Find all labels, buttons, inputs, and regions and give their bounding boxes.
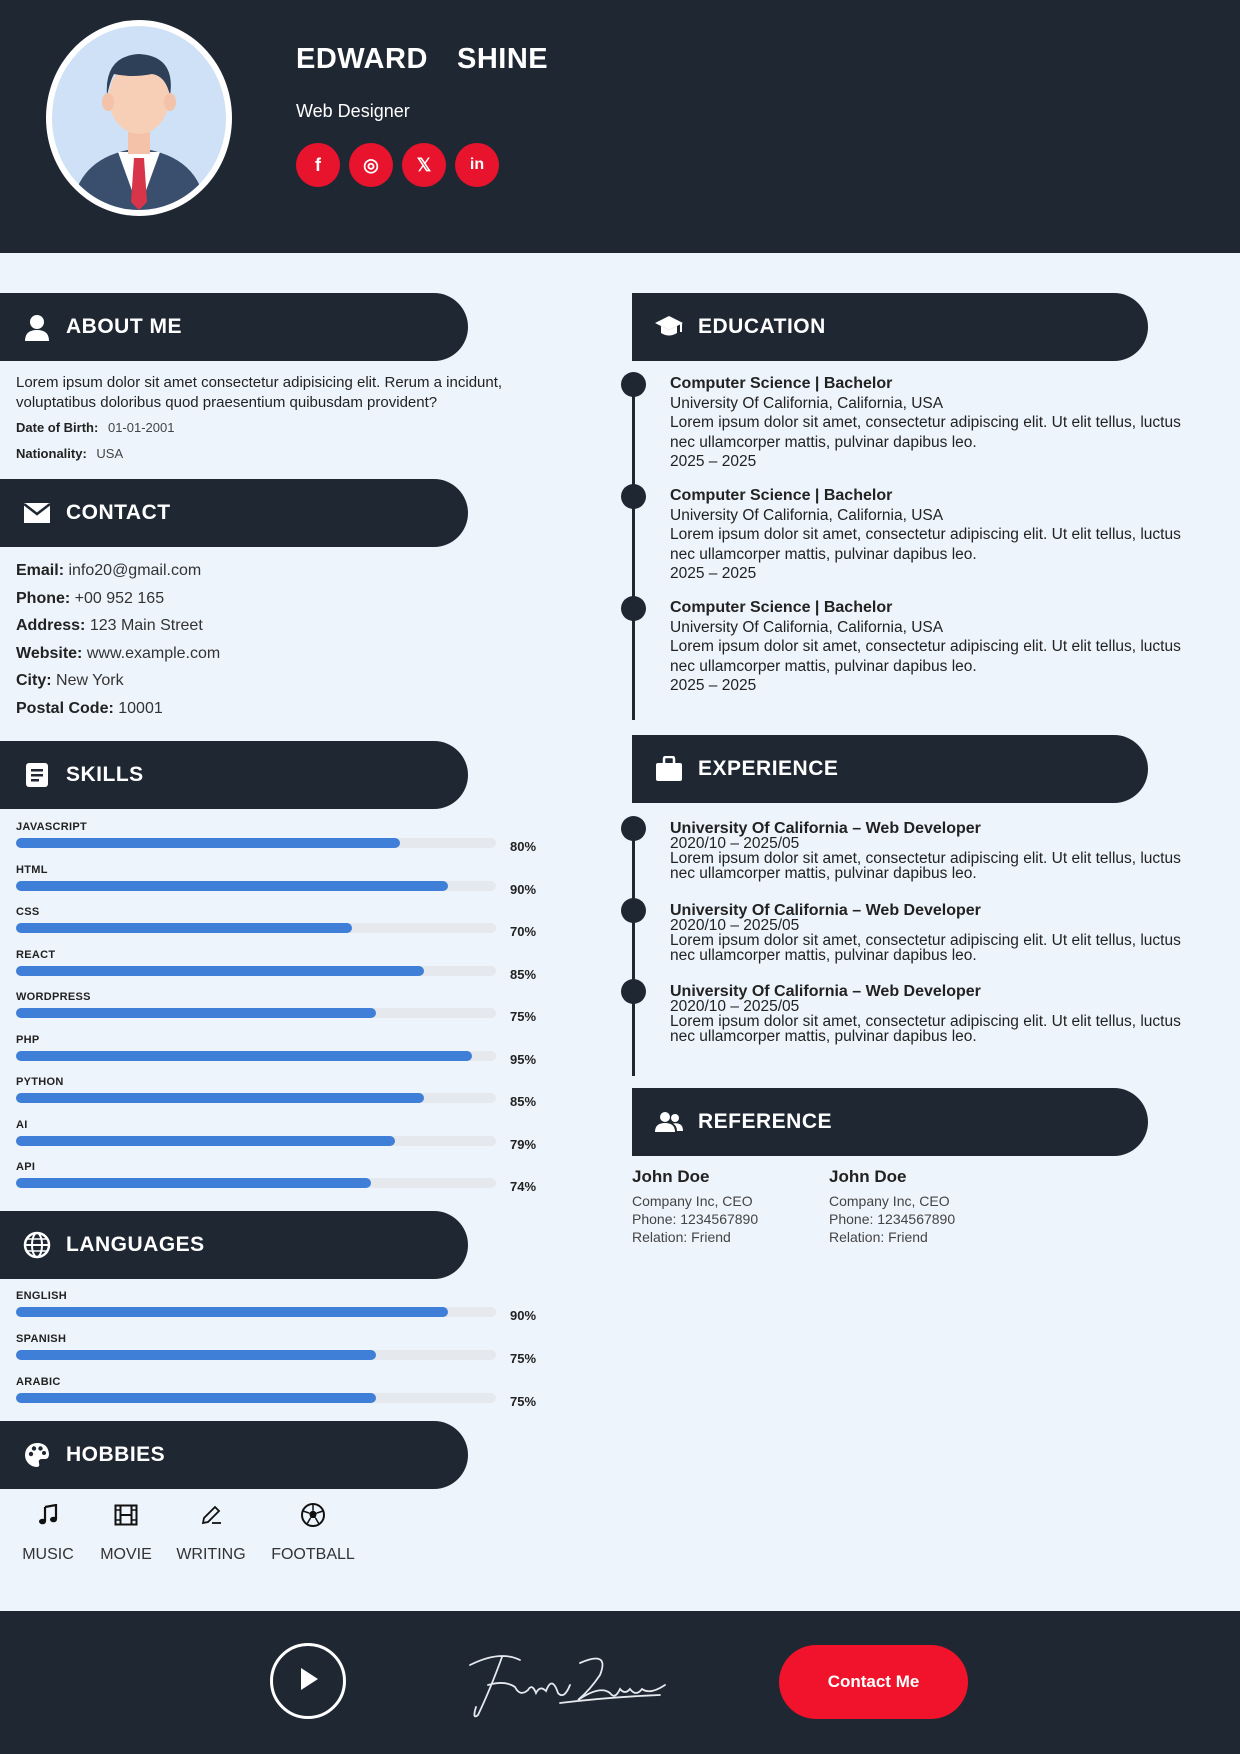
skill-item [16, 949, 542, 989]
skill-progress-fill [16, 881, 448, 891]
education-description: Lorem ipsum dolor sit amet, consectetur adipiscing elit. Ut elit tellus, luctus nec ullamcorper mattis, pulvinar dapibus leo. [670, 638, 1181, 675]
globe-icon [22, 1230, 52, 1260]
skill-progress-fill [16, 1136, 395, 1146]
education-timeline-dot [621, 596, 646, 621]
reference-relation: Relation: Friend [829, 1229, 928, 1245]
avatar-illustration [52, 26, 226, 210]
skill-progress-fill [16, 966, 424, 976]
skill-progress-track [16, 1178, 496, 1188]
language-progress-track [16, 1307, 496, 1317]
hobby-writing-label: WRITING [176, 1546, 246, 1563]
experience-description: Lorem ipsum dolor sit amet, consectetur adipiscing elit. Ut elit tellus, luctus nec ullamcorper mattis, pulvinar dapibus leo. [670, 1013, 1181, 1045]
experience-title-text: University Of California – Web Developer [670, 820, 981, 837]
education-degree: Computer Science | Bachelor [670, 487, 893, 504]
reference-name: John Doe [829, 1167, 907, 1186]
avatar [46, 20, 232, 216]
experience-timeline-dot [621, 979, 646, 1004]
film-icon [96, 1500, 156, 1530]
dob-value: 01-01-2001 [107, 420, 175, 435]
skill-progress-track [16, 1051, 496, 1061]
contact-city-value: New York [56, 672, 124, 689]
about-title: ABOUT ME [66, 315, 182, 338]
language-percent: 90% [510, 1308, 537, 1323]
education-dates: 2025 – 2025 [670, 677, 757, 694]
dob-label: Date of Birth: [16, 420, 99, 435]
user-icon [22, 312, 52, 342]
linkedin-icon[interactable]: in [455, 143, 499, 187]
language-item [16, 1376, 542, 1416]
skill-name: JAVASCRIPT [16, 821, 88, 833]
experience-timeline-dot [621, 898, 646, 923]
hobbies-title: HOBBIES [66, 1443, 166, 1466]
reference-phone: Phone: 1234567890 [829, 1211, 956, 1227]
education-description: Lorem ipsum dolor sit amet, consectetur adipiscing elit. Ut elit tellus, luctus nec ullamcorper mattis, pulvinar dapibus leo. [670, 414, 1181, 451]
education-timeline-dot [621, 484, 646, 509]
language-name: SPANISH [16, 1333, 67, 1345]
contact-section-header [0, 479, 468, 547]
experience-entry [670, 903, 1210, 963]
education-school: University Of California, California, USA [670, 506, 944, 524]
reference-name: John Doe [632, 1167, 710, 1186]
experience-title-text: University Of California – Web Developer [670, 902, 981, 919]
hobby-football-label: FOOTBALL [271, 1546, 355, 1563]
contact-phone [16, 590, 220, 618]
skill-item [16, 821, 542, 861]
skill-item [16, 1119, 542, 1159]
skill-progress-fill [16, 923, 352, 933]
skill-percent: 85% [510, 1094, 537, 1109]
contact-city [16, 672, 220, 700]
language-item [16, 1290, 542, 1330]
palette-icon [22, 1440, 52, 1470]
skill-item [16, 1034, 542, 1074]
languages-title: LANGUAGES [66, 1233, 205, 1256]
skill-name: PHP [16, 1033, 40, 1046]
hobby-writing [172, 1500, 250, 1564]
experience-timeline-dot [621, 816, 646, 841]
skills-section-header [0, 741, 468, 809]
experience-section-header [632, 735, 1148, 803]
play-icon [296, 1666, 320, 1697]
person-role: Web Designer [296, 101, 410, 121]
skill-item [16, 906, 542, 946]
document-icon [22, 760, 52, 790]
reference-card [829, 1168, 955, 1246]
experience-entry [670, 984, 1210, 1044]
about-section-header [0, 293, 468, 361]
skill-item [16, 991, 542, 1031]
about-text: Lorem ipsum dolor sit amet consectetur adipisicing elit. Rerum a incidunt, voluptatibus doloribus quod praesentium quibusdam provident? [16, 374, 503, 411]
language-progress-track [16, 1350, 496, 1360]
experience-dates: 2020/10 – 2025/05 [670, 998, 800, 1015]
reference-company: Company Inc, CEO [632, 1193, 753, 1209]
contact-list [16, 562, 220, 727]
language-item [16, 1333, 542, 1373]
experience-entry [670, 821, 1210, 881]
language-name: ENGLISH [16, 1290, 67, 1302]
reference-section-header [632, 1088, 1148, 1156]
reference-title: REFERENCE [698, 1110, 833, 1133]
skill-progress-fill [16, 1178, 371, 1188]
skill-progress-track [16, 1008, 496, 1018]
contact-title: CONTACT [66, 501, 171, 524]
contact-email-label: Email: [16, 562, 65, 579]
education-section-header [632, 293, 1148, 361]
experience-description: Lorem ipsum dolor sit amet, consectetur adipiscing elit. Ut elit tellus, luctus nec ullamcorper mattis, pulvinar dapibus leo. [670, 932, 1181, 964]
skill-name: WORDPRESS [16, 991, 91, 1003]
reference-card [632, 1168, 758, 1246]
skill-name: AI [16, 1118, 28, 1131]
nationality-value: USA [96, 446, 124, 461]
hobbies-section-header [0, 1421, 468, 1489]
education-timeline-line [632, 375, 635, 720]
football-icon [266, 1500, 360, 1530]
envelope-icon [22, 498, 52, 528]
people-icon [654, 1107, 684, 1137]
language-name: ARABIC [16, 1376, 61, 1388]
skill-name: API [16, 1161, 36, 1173]
skill-progress-fill [16, 1093, 424, 1103]
education-entry [670, 598, 1210, 696]
contact-email [16, 562, 220, 590]
hobby-music [20, 1500, 76, 1564]
contact-me-button[interactable]: Contact Me [779, 1645, 968, 1719]
contact-email-value[interactable]: info20@gmail.com [68, 562, 202, 579]
skill-percent: 95% [510, 1051, 537, 1067]
skill-progress-fill [16, 838, 400, 848]
education-entry [670, 374, 1210, 472]
contact-postal [16, 700, 220, 728]
contact-address [16, 617, 220, 645]
skill-item [16, 864, 542, 904]
play-button[interactable] [270, 1643, 346, 1719]
skill-name: REACT [16, 948, 56, 961]
skill-progress-fill [16, 1008, 376, 1018]
experience-dates: 2020/10 – 2025/05 [670, 835, 800, 852]
reference-phone: Phone: 1234567890 [632, 1211, 759, 1227]
experience-title: EXPERIENCE [698, 757, 839, 780]
contact-postal-value: 10001 [118, 699, 163, 717]
skill-progress-track [16, 881, 496, 891]
education-school: University Of California, California, USA [670, 394, 944, 412]
education-dates: 2025 – 2025 [670, 565, 757, 582]
briefcase-icon [654, 754, 684, 784]
education-description: Lorem ipsum dolor sit amet, consectetur adipiscing elit. Ut elit tellus, luctus nec ullamcorper mattis, pulvinar dapibus leo. [670, 526, 1181, 563]
skill-name: PYTHON [16, 1076, 64, 1088]
skill-name: CSS [16, 906, 40, 918]
contact-phone-value: +00 952 165 [74, 589, 165, 607]
skill-percent: 85% [510, 966, 537, 982]
skill-progress-track [16, 966, 496, 976]
social-links [296, 143, 499, 187]
skill-percent: 75% [510, 1009, 537, 1024]
contact-city-label: City: [16, 672, 52, 689]
skill-progress-fill [16, 1051, 472, 1061]
dob-row [16, 418, 174, 437]
language-progress-fill [16, 1350, 376, 1360]
education-school: University Of California, California, USA [670, 618, 944, 636]
resume-footer [0, 1611, 1240, 1754]
contact-website-value[interactable]: www.example.com [86, 644, 221, 662]
hobby-movie-label: MOVIE [100, 1546, 152, 1563]
graduation-cap-icon [654, 312, 684, 342]
language-progress-fill [16, 1307, 448, 1317]
education-entry [670, 486, 1210, 584]
skill-percent: 90% [510, 881, 537, 897]
hobby-music-label: MUSIC [22, 1546, 74, 1563]
contact-phone-label: Phone: [16, 589, 71, 607]
contact-address-label: Address: [16, 617, 86, 634]
skill-progress-track [16, 1136, 496, 1146]
education-degree: Computer Science | Bachelor [670, 599, 893, 616]
skill-progress-track [16, 923, 496, 933]
skill-name: HTML [16, 863, 48, 876]
pencil-icon [172, 1500, 250, 1530]
x-icon[interactable]: 𝕏 [402, 143, 446, 187]
language-progress-fill [16, 1393, 376, 1403]
experience-description: Lorem ipsum dolor sit amet, consectetur adipiscing elit. Ut elit tellus, luctus nec ullamcorper mattis, pulvinar dapibus leo. [670, 850, 1181, 882]
education-degree: Computer Science | Bachelor [670, 375, 893, 392]
skills-title: SKILLS [66, 763, 144, 786]
skill-percent: 80% [510, 839, 537, 854]
nationality-row [16, 444, 123, 463]
education-title: EDUCATION [698, 315, 826, 338]
skill-item [16, 1161, 542, 1201]
hobby-football [266, 1500, 360, 1564]
language-percent: 75% [510, 1394, 537, 1409]
contact-address-value: 123 Main Street [89, 617, 203, 634]
language-percent: 75% [510, 1351, 537, 1366]
skill-percent: 70% [510, 924, 537, 939]
experience-dates: 2020/10 – 2025/05 [670, 917, 800, 934]
nationality-label: Nationality: [16, 446, 87, 461]
reference-relation: Relation: Friend [632, 1229, 731, 1245]
contact-website-label: Website: [16, 644, 83, 662]
languages-section-header [0, 1211, 468, 1279]
experience-title-text: University Of California – Web Developer [670, 983, 981, 1000]
contact-postal-label: Postal Code: [16, 699, 114, 717]
skill-progress-track [16, 838, 496, 848]
skill-percent: 74% [510, 1179, 537, 1194]
hobby-movie [96, 1500, 156, 1564]
person-name: EDWARD SHINE [296, 43, 549, 75]
language-progress-track [16, 1393, 496, 1403]
instagram-icon[interactable]: ◎ [349, 143, 393, 187]
facebook-icon[interactable]: f [296, 143, 340, 187]
skill-progress-track [16, 1093, 496, 1103]
resume-header [0, 0, 1240, 253]
skill-item [16, 1076, 542, 1116]
education-timeline-dot [621, 372, 646, 397]
education-dates: 2025 – 2025 [670, 453, 757, 470]
reference-company: Company Inc, CEO [829, 1193, 950, 1209]
skill-percent: 79% [510, 1136, 537, 1152]
contact-website [16, 645, 220, 673]
music-note-icon [20, 1500, 76, 1530]
signature [460, 1645, 670, 1730]
experience-timeline-line [632, 818, 635, 1076]
